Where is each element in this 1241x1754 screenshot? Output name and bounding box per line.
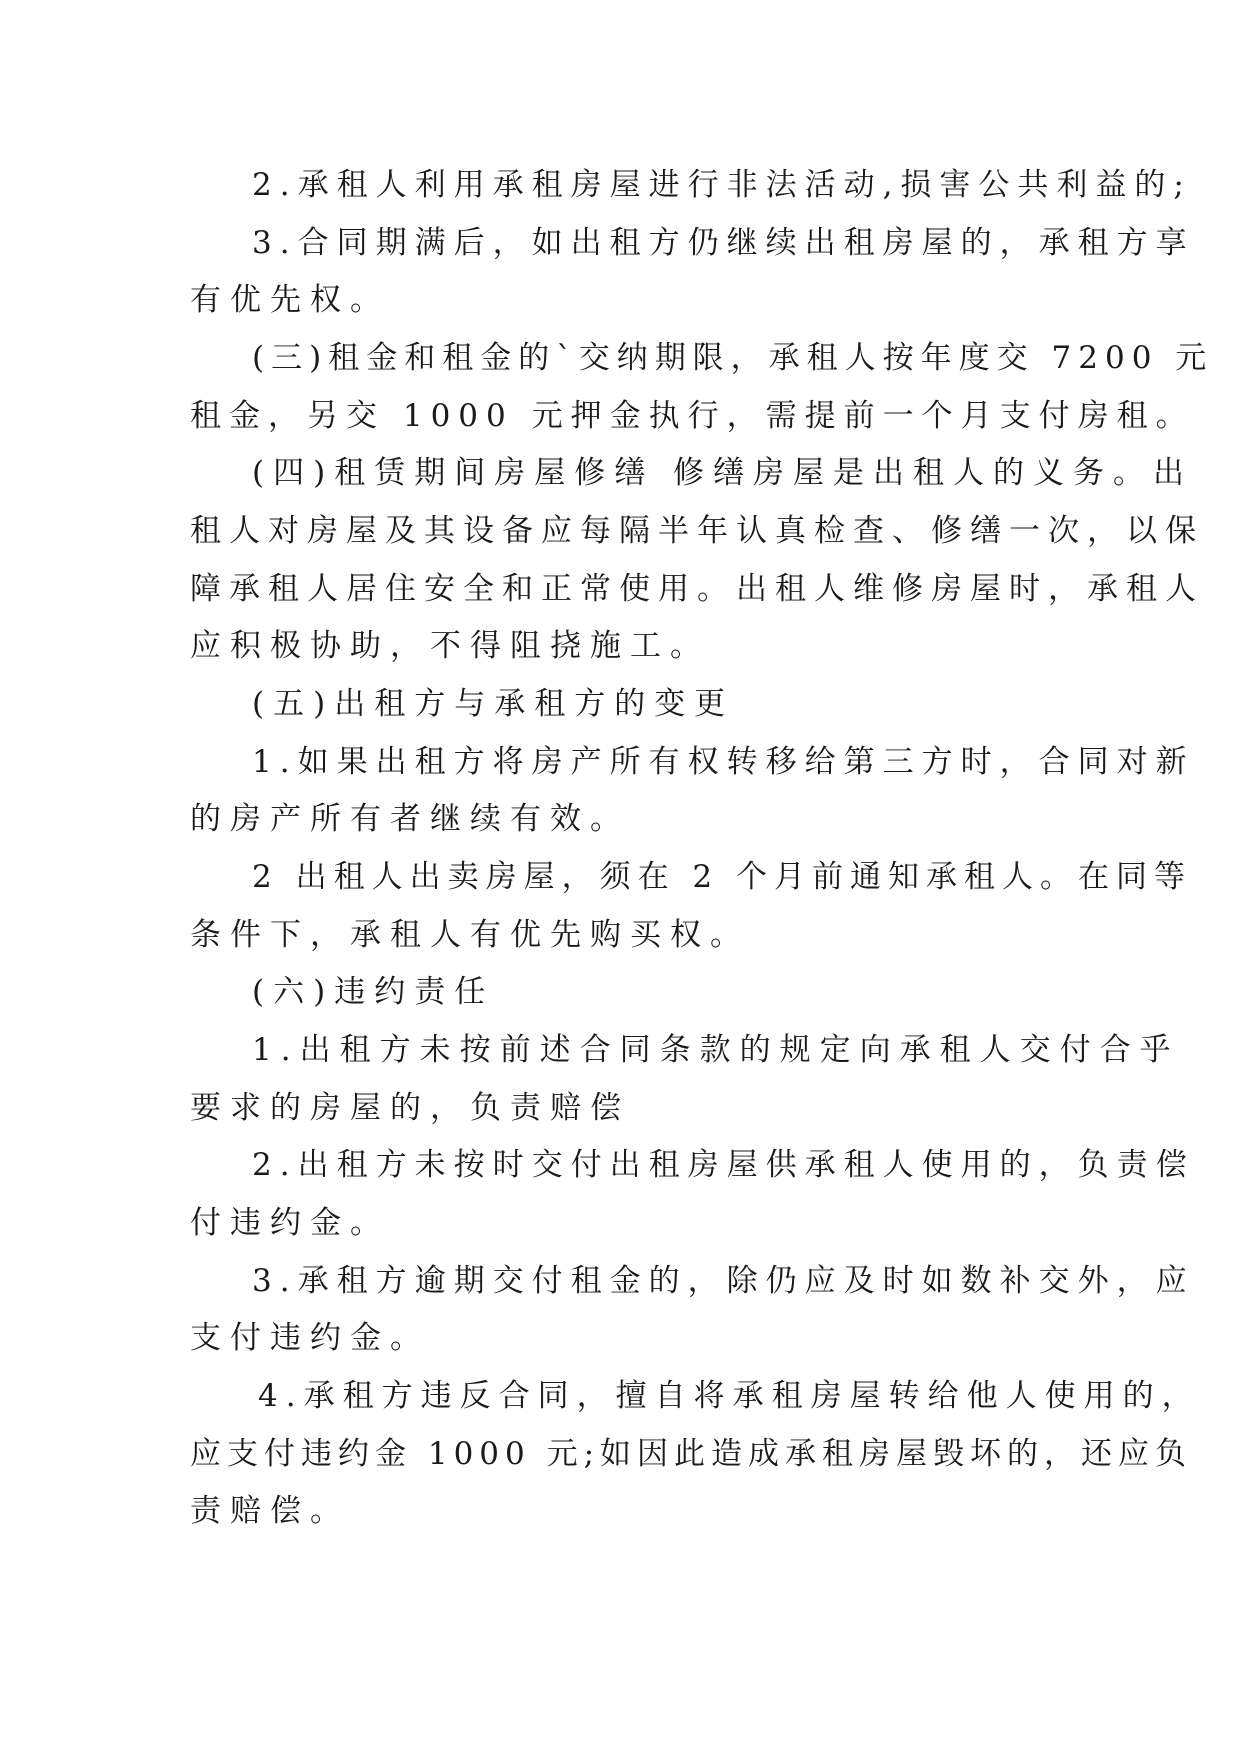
text-line: 应支付违约金 1000 元;如因此造成承租房屋毁坏的，还应负 [190, 1436, 1193, 1472]
text-line: 障承租人居住安全和正常使用。出租人维修房屋时，承租人 [190, 571, 1204, 607]
text-line: 租人对房屋及其设备应每隔半年认真检查、修缮一次，以保 [190, 513, 1204, 549]
text-line: 的房产所有者继续有效。 [190, 801, 630, 837]
text-line: (四)租赁期间房屋修缮 修缮房屋是出租人的义务。出 [252, 455, 1194, 491]
text-line: 4.承租方违反合同，擅自将承租房屋转给他人使用的， [258, 1378, 1201, 1414]
text-line: 1.如果出租方将房产所有权转移给第三方时，合同对新 [252, 744, 1195, 780]
text-line: 责赔偿。 [190, 1493, 350, 1529]
text-line: 1.出租方未按前述合同条款的规定向承租人交付合乎 [252, 1032, 1180, 1068]
text-line: 支付违约金。 [190, 1320, 430, 1356]
text-line: 3.合同期满后，如出租方仍继续出租房屋的，承租方享 [252, 225, 1195, 261]
text-line: (三)租金和租金的`交纳期限，承租人按年度交 7200 元 [252, 340, 1214, 376]
text-line: 付违约金。 [190, 1205, 390, 1241]
text-line: 条件下，承租人有优先购买权。 [190, 917, 750, 953]
text-line: (六)违约责任 [252, 974, 495, 1010]
text-line: 3.承租方逾期交付租金的，除仍应及时如数补交外，应 [252, 1263, 1195, 1299]
text-line: 有优先权。 [190, 282, 390, 318]
text-line: (五)出租方与承租方的变更 [252, 686, 735, 722]
text-line: 要求的房屋的，负责赔偿 [190, 1090, 630, 1126]
text-line: 租金，另交 1000 元押金执行，需提前一个月支付房租。 [190, 398, 1195, 434]
text-line: 应积极协助，不得阻挠施工。 [190, 628, 710, 664]
text-line: 2 出租人出卖房屋，须在 2 个月前通知承租人。在同等 [252, 859, 1193, 895]
text-line: 2.承租人利用承租房屋进行非法活动,损害公共利益的; [252, 167, 1192, 203]
text-line: 2.出租方未按时交付出租房屋供承租人使用的，负责偿 [252, 1147, 1195, 1183]
